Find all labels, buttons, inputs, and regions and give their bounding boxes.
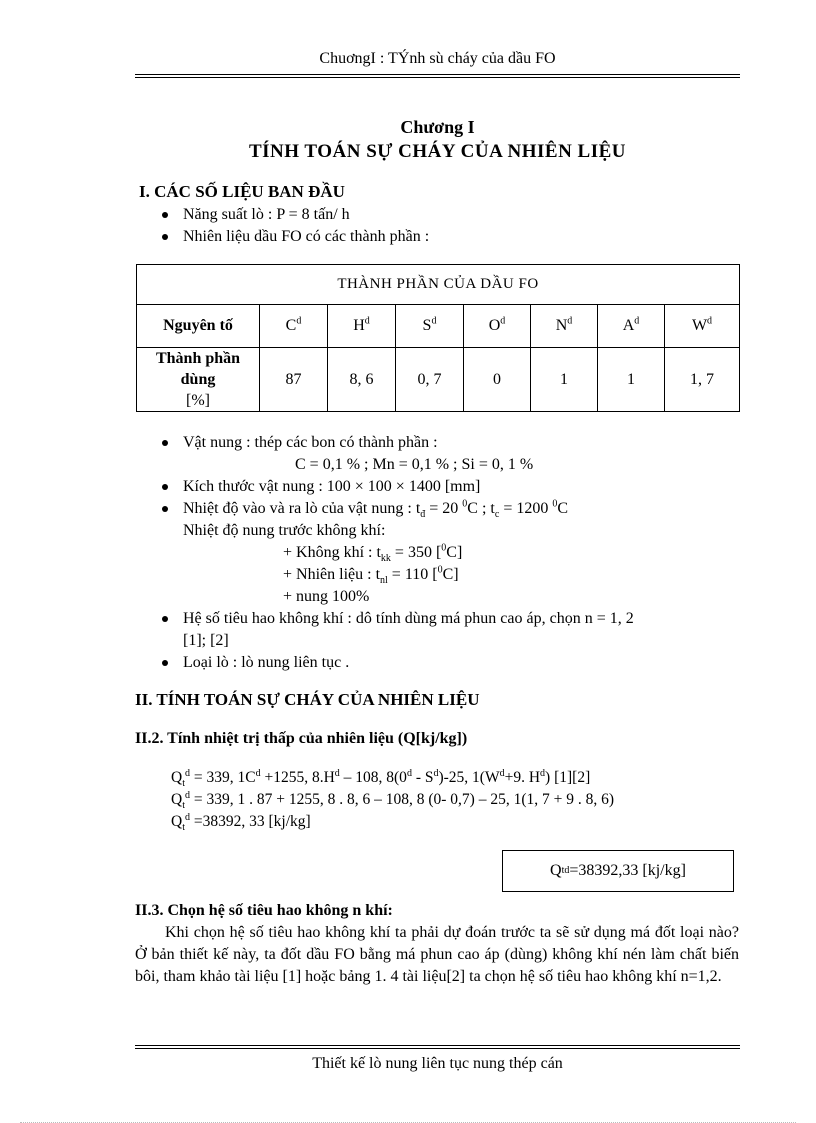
equation-formula: $Q_t^d = 339$, $1C^d +1255$, $8.H^d - 108$, $8(0^d - S^d)-25$, $1(W^d+9$. $H^d$) [1][2] xyxy=(171,767,591,790)
chapter-title: TÍNH TOÁN SỰ CHÁY CỦA NHIÊN LIỆU xyxy=(248,141,627,162)
bullet-fuel: Nhiên liệu dầu FO có các thành phần : xyxy=(135,226,740,248)
value-a: 1 xyxy=(598,348,665,412)
section-1-heading: I. CÁC SỐ LIỆU BAN ĐẦU xyxy=(139,182,345,201)
material-block xyxy=(135,432,740,674)
value-s: 0, 7 xyxy=(396,348,464,412)
equation-result: $Q_t^d =38392$, 33 [kj/kg] xyxy=(171,811,311,834)
preheat-title: Nhiệt độ nung trước không khí: xyxy=(183,522,386,539)
col-s: $S^d$ xyxy=(396,305,464,348)
result-box: Q t d =38392,33 [kj/kg] xyxy=(502,850,734,892)
page-header: ChuơngI : TÝnh sù cháy của dầu FO xyxy=(319,50,556,67)
section-2-2-heading: II.2. Tính nhiệt trị thấp của nhiên liệu (Q[kj/kg]) xyxy=(135,730,468,747)
value-w: 1, 7 xyxy=(665,348,740,412)
col-n: $N^d$ xyxy=(531,305,598,348)
col-h: $H^d$ xyxy=(328,305,396,348)
table-title: THÀNH PHẦN CỦA DẦU FO xyxy=(137,265,740,305)
col-c: $C^d$ xyxy=(260,305,328,348)
bullet-air-coefficient: Hệ số tiêu hao không khí : dô tính dùng má phun cao áp, chọn n = 1, 2 xyxy=(135,608,740,630)
preheat-fuel: + Nhiên liệu : $t_{nl} = 110$ [$^0$C] xyxy=(283,564,459,587)
material-composition: C = 0,1 % ; Mn = 0,1 % ; Si = 0, 1 % xyxy=(295,456,534,473)
value-n: 1 xyxy=(531,348,598,412)
header-rule xyxy=(135,74,740,78)
section-2-heading: II. TÍNH TOÁN SỰ CHÁY CỦA NHIÊN LIỆU xyxy=(135,690,480,709)
value-h: 8, 6 xyxy=(328,348,396,412)
row-header-element: Nguyên tố xyxy=(137,305,260,348)
air-coefficient-refs: [1]; [2] xyxy=(183,632,229,649)
bullet-furnace-type: Loại lò : lò nung liên tục . xyxy=(135,652,740,674)
section-2-3-heading: II.3. Chọn hệ số tiêu hao không n khí: xyxy=(135,902,393,919)
col-o: $O^d$ xyxy=(464,305,531,348)
col-w: $W^d$ xyxy=(665,305,740,348)
fuel-composition-table xyxy=(136,264,740,412)
chapter-label: Chương I xyxy=(400,117,475,137)
preheat-nung: + nung 100% xyxy=(283,588,370,605)
equations-block xyxy=(171,767,741,833)
value-o: 0 xyxy=(464,348,531,412)
bullet-capacity: Năng suất lò : P = 8 tấn/ h xyxy=(135,204,740,226)
preheat-air: + Không khí : $t_{kk} = 350$ [$^0$C] xyxy=(283,542,463,565)
section-2-3-paragraph: Khi chọn hệ số tiêu hao không khí ta phải dự đoán trước ta sẽ sử dụng má đốt loại nào? Ở bản thiết kế này, ta đốt dầu FO bằng má phun cao áp (dùng) không khí nén làm chất biến bôi, tham khảo tài liệu [1] hoặc bảng 1. 4 tài liệu[2] ta chọn hệ số tiêu hao không khí n=1,2. xyxy=(135,924,739,985)
equation-substitution: $Q_t^d = 339$, 1 . 87 + 1255, 8 . 8, 6 – 108, 8 (0- 0,7) – 25, 1(1, 7 + 9 . 8, 6) xyxy=(171,789,615,812)
bullet-temperature: Nhiệt độ vào và ra lò của vật nung : $t_đ = 20$ $^0$C ; $t_c = 1200$ $^0$C xyxy=(135,498,740,520)
col-a: $A^d$ xyxy=(598,305,665,348)
value-c: 87 xyxy=(260,348,328,412)
bullet-material: Vật nung : thép các bon có thành phần : xyxy=(135,432,740,454)
bullet-size: Kích thước vật nung : 100 × 100 × 1400 [mm] xyxy=(135,476,740,498)
section-1-bullets xyxy=(135,204,740,248)
row-label-composition: Thành phần dùng [%] xyxy=(137,348,260,412)
footer-rule xyxy=(135,1045,740,1049)
page-footer: Thiết kế lò nung liên tục nung thép cán xyxy=(312,1055,563,1072)
